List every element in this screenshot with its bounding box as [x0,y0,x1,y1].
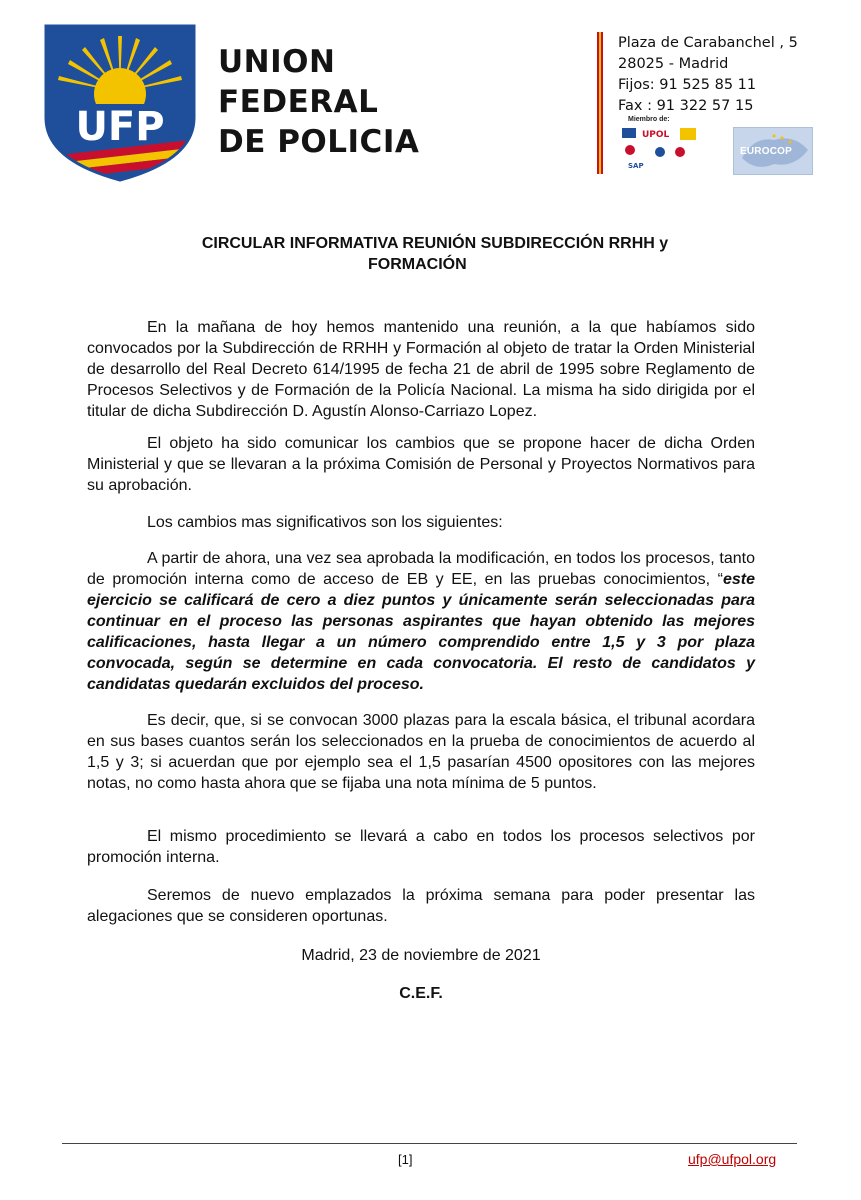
page-number: [1] [398,1152,413,1167]
sap-logo-text: SAP [628,162,644,170]
eurocop-label: EUROCOP [740,146,792,157]
paragraph-objective: El objeto ha sido comunicar los cambios que se propone hacer de dicha Orden Ministerial y que se llevaran a la próxima Comisión de Personal y Proyectos Normativos para su aprobación. [87,435,755,494]
member-logo-4-icon [655,147,665,157]
member-logo-5-icon [675,147,685,157]
paragraph-meeting: En la mañana de hoy hemos mantenido una reunión, a la que habíamos sido convocados por la Subdirección de RRHH y Formación al objeto de tratar la Orden Ministerial de desarrollo del Real Decreto 614/1995 de fecha 21 de abril de 1995 sobre Reglamento de Procesos Selectivos y de Formación de la Policía Nacional. La misma ha sido dirigida por el titular de dicha Subdirección D. Agustín Alonso-Carriazo Lopez. [87,319,755,420]
member-label: Miembro de: [628,116,670,123]
ufp-shield-logo [40,22,200,182]
spanish-flag-bar [597,32,603,174]
org-name-line-2: FEDERAL [218,84,379,120]
ufp-logo-text: UFP [75,104,165,150]
address-line-2: 28025 - Madrid [618,56,729,72]
quote-open-mark: “ [717,571,723,588]
member-logos [620,126,702,174]
contact-block [618,33,798,117]
member-logo-2-icon [680,128,696,140]
org-name-line-3: DE POLICIA [218,124,420,160]
fax-number: Fax : 91 322 57 15 [618,98,754,114]
paragraph-example: Es decir, que, si se convocan 3000 plazas para la escala básica, el tribunal acordara en sus bases cuantos serán los seleccionados en la prueba de conocimientos de acuerdo al 1,5 y 3; si acuerdan que por ejemplo sea el 1,5 pasarían 4500 opositores con las mejores notas, no como hasta ahora que se fijaba una nota mínima de 5 puntos. [87,712,755,792]
title-line-1: CIRCULAR INFORMATIVA REUNIÓN SUBDIRECCIÓN RRHH y [201,235,669,252]
footer-email-link[interactable]: ufp@ufpol.org [688,1151,777,1167]
changes-quote-text: este ejercicio se calificará de cero a diez puntos y únicamente serán seleccionadas para continuar en el proceso las personas aspirantes que hayan obtenido las mejores calificaciones, hasta llegar a un número comprendido entre 1,5 y 3 por plaza convocada, según se determine en cada convocatoria. El resto de candidatos y candidatas quedarán excluidos del proceso. [87,571,755,693]
address-line-1: Plaza de Carabanchel , 5 [618,35,798,51]
paragraph-next-meeting: Seremos de nuevo emplazados la próxima semana para poder presentar las alegaciones que se consideren oportunas. [87,887,755,925]
title-line-2: FORMACIÓN [368,256,467,273]
member-logo-3-icon [625,145,635,155]
phone-number: Fijos: 91 525 85 11 [618,77,757,93]
org-name-line-1: UNION [218,44,336,80]
changes-intro-text: A partir de ahora, una vez sea aprobada la modificación, en todos los procesos, tanto de promoción interna como de acceso de EB y EE, en las pruebas conocimientos, [87,550,755,588]
document-title [130,233,740,275]
organization-name [218,42,419,162]
footer-divider [62,1143,797,1144]
upol-logo-text: UPOL [642,130,670,140]
signature: C.E.F. [399,985,443,1002]
paragraph-changes-intro: Los cambios mas significativos son los siguientes: [147,514,503,531]
date-line: Madrid, 23 de noviembre de 2021 [301,947,541,964]
member-logo-1-icon [622,128,636,138]
paragraph-changes-detail [87,548,755,695]
eurocop-logo [733,127,813,175]
paragraph-internal-promotion: El mismo procedimiento se llevará a cabo en todos los procesos selectivos por promoción interna. [87,828,755,866]
